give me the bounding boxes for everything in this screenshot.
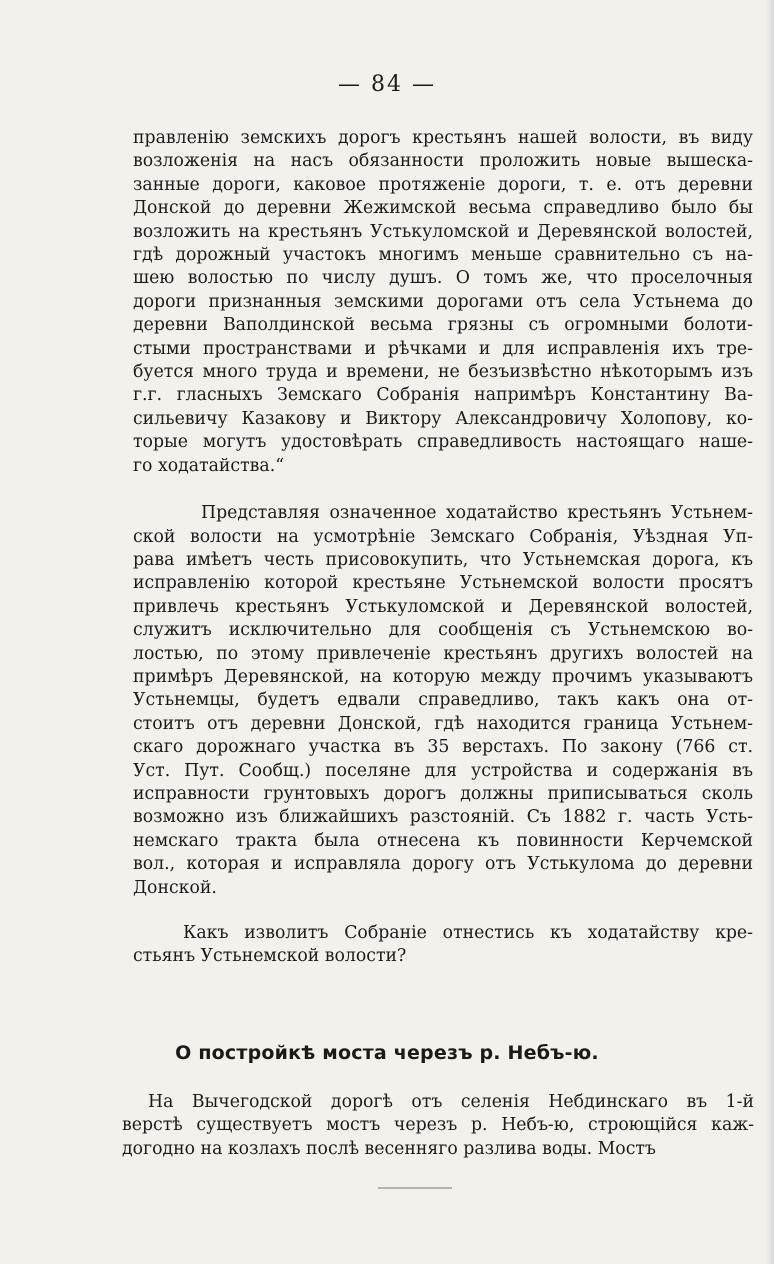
text-line: На Вычегодской дорогѣ отъ селенія Небдинскаго въ 1-й xyxy=(148,1092,754,1112)
text-line: возможно изъ ближайшихъ разстояній. Съ 1882 г. часть Усть- xyxy=(133,807,753,828)
text-line: деревни Ваполдинской весьма грязны съ огромными болоти- xyxy=(133,315,753,336)
text-line: стоитъ отъ деревни Донской, гдѣ находится граница Устьнем- xyxy=(133,713,753,734)
text-line: Уст. Пут. Сообщ.) поселяне для устройства и содержанія въ xyxy=(133,760,753,781)
text-line: немскаго тракта была отнесена къ повинности Керчемской xyxy=(133,830,753,851)
page-number: — 84 — xyxy=(338,72,436,97)
text-line: ской волости на усмотрѣніе Земскаго Собранія, Уѣздная Уп- xyxy=(133,526,753,547)
text-line: Донской до деревни Жежимской весьма справедливо было бы xyxy=(133,198,753,219)
text-line: возложить на крестьянъ Устькуломской и Деревянской волостей, xyxy=(133,221,753,242)
text-line: привлечь крестьянъ Устькуломской и Деревянской волостей, xyxy=(133,596,753,617)
main-text xyxy=(133,127,753,969)
paragraph-board-response xyxy=(133,502,753,900)
text-line: буется много труда и времени, не безъизвѣстно нѣкоторымъ изъ xyxy=(133,362,753,383)
text-line: го ходатайства.“ xyxy=(133,455,285,476)
section-text xyxy=(122,1091,754,1161)
text-line: исправленію которой крестьяне Устьнемской волости просятъ xyxy=(133,573,753,594)
text-line: дороги признанныя земскими дорогами отъ села Устьнема до xyxy=(133,291,753,312)
text-line: исправности грунтовыхъ дорогъ должны приписываться сколь xyxy=(133,783,753,804)
text-line: Какъ изволитъ Собраніе отнестись къ ходатайству кре- xyxy=(183,923,753,943)
text-line: скаго дорожнаго участка въ 35 верстахъ. По закону (766 ст. xyxy=(133,737,753,758)
paragraph-gap xyxy=(133,900,753,922)
text-line: сильевичу Казакову и Виктору Александровичу Холопову, ко- xyxy=(133,408,753,429)
text-line: гдѣ дорожный участокъ многимъ меньше сравнительно съ на- xyxy=(133,245,753,266)
text-line: примѣръ Деревянской, на которую между прочимъ указываютъ xyxy=(133,666,753,687)
text-line: возложенія на насъ обязанности проложить новые вышеска- xyxy=(133,151,753,172)
text-line: стьянъ Устьнемской волости? xyxy=(133,946,407,967)
text-line: шею волостью по числу душъ. О томъ же, что проселочныя xyxy=(133,268,753,289)
text-line: стыми пространствами и рѣчками и для исправленія ихъ тре- xyxy=(133,338,753,359)
text-line: вол., которая и исправляла дорогу отъ Устькулома до деревни xyxy=(133,854,753,875)
text-line: служитъ исключительно для сообщенія съ Устьнемскою во- xyxy=(133,620,753,641)
text-line: г.г. гласныхъ Земскаго Собранія напримѣръ Константину Ва- xyxy=(133,385,753,406)
text-line: занные дороги, каковое протяженіе дороги, т. е. отъ деревни xyxy=(133,174,753,195)
text-line: рава имѣетъ честь присовокупить, что Устьнемская дорога, къ xyxy=(133,549,753,570)
section-heading: О постройкѣ моста черезъ р. Небъ-ю. xyxy=(175,1042,599,1064)
paragraph-gap xyxy=(133,478,753,502)
paragraph-question xyxy=(133,922,753,969)
text-line: Устьнемцы, будетъ едвали справедливо, такъ какъ она от- xyxy=(133,690,753,711)
paragraph-petition-quote xyxy=(133,127,753,478)
decorative-rule xyxy=(378,1187,452,1189)
text-line: лостью, по этому привлеченіе крестьянъ другихъ волостей на xyxy=(133,643,753,664)
text-line: Донской. xyxy=(133,877,217,898)
text-line: правленію земскихъ дорогъ крестьянъ нашей волости, въ виду xyxy=(133,128,753,148)
page-edge-shadow xyxy=(766,0,774,1264)
text-line: Представляя означенное ходатайство крестьянъ Устьнем- xyxy=(201,503,753,524)
text-line: торые могутъ удостовѣрать справедливость настоящаго наше- xyxy=(133,432,753,453)
text-line: догодно на козлахъ послѣ весенняго разлива воды. Мостъ xyxy=(122,1138,656,1159)
text-line: верстѣ существуетъ мостъ черезъ р. Небъ-ю, строющійся каж- xyxy=(122,1115,754,1136)
